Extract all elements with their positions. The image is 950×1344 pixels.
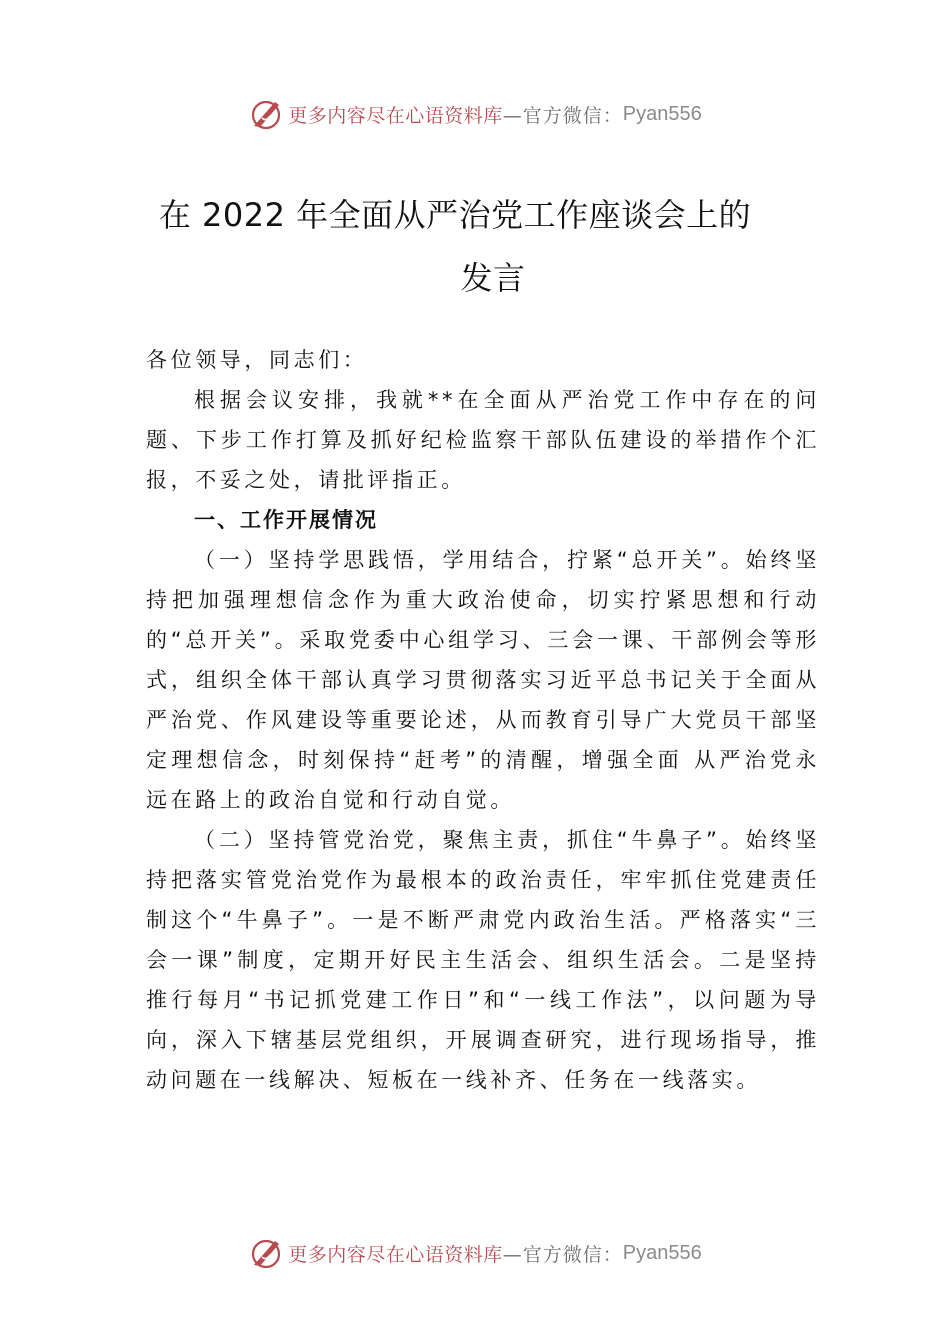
body-paragraph-1: （一）坚持学思践悟，学用结合，拧紧“总开关”。始终坚持把加强理想信念作为重大政治使命，切实拧紧思想和行动的“总开关”。采取党委中心组学习、三会一课、干部例会等形式，组织全体干部认真学习贯彻落实习近平总书记关于全面从严治党、作风建设等重要论述，从而教育引导广大党员干部坚定理想信念，时刻保持“赶考”的清醒，增强全面 从严治党永远在路上的政治自觉和行动自觉。 — [146, 548, 820, 812]
banner-wechat-id: Pyan556 — [622, 1241, 702, 1264]
body-paragraph-2: （二）坚持管党治党，聚焦主责，抓住“牛鼻子”。始终坚持把落实管党治党作为最根本的政治责任，牢牢抓住党建责任制这个“牛鼻子”。一是不断严肃党内政治生活。严格落实“三会一课”制度，定期开好民主生活会、组织生活会。二是坚持推行每月“书记抓党建工作日”和“一线工作法”，以问题为导向，深入下辖基层党组织，开展调查研究，进行现场指导，推动问题在一线解决、短板在一线补齐、任务在一线落实。 — [146, 828, 820, 1092]
banner-brand: 更多内容尽在心语资料库 — [288, 1243, 503, 1266]
intro-paragraph: 根据会议安排，我就**在全面从严治党工作中存在的问题、下步工作打算及抓好纪检监察干部队伍建设的举措作个汇报，不妥之处，请批评指正。 — [146, 388, 820, 492]
quill-seal-icon — [248, 1235, 284, 1271]
document-body — [146, 340, 820, 1100]
banner-wechat-id: Pyan556 — [622, 102, 702, 125]
quill-seal-icon — [248, 96, 284, 132]
section-heading: 一、工作开展情况 — [194, 508, 378, 532]
salutation: 各位领导，同志们： — [146, 348, 368, 372]
banner-brand: 更多内容尽在心语资料库 — [288, 104, 503, 127]
document-title-line1: 在 2022 年全面从严治党工作座谈会上的 — [158, 196, 752, 234]
banner-separator: —官方微信： — [502, 104, 623, 127]
banner-separator: —官方微信： — [502, 1243, 623, 1266]
header-banner — [0, 94, 950, 134]
document-title-line2: 发言 — [460, 259, 526, 297]
footer-banner — [0, 1233, 950, 1273]
